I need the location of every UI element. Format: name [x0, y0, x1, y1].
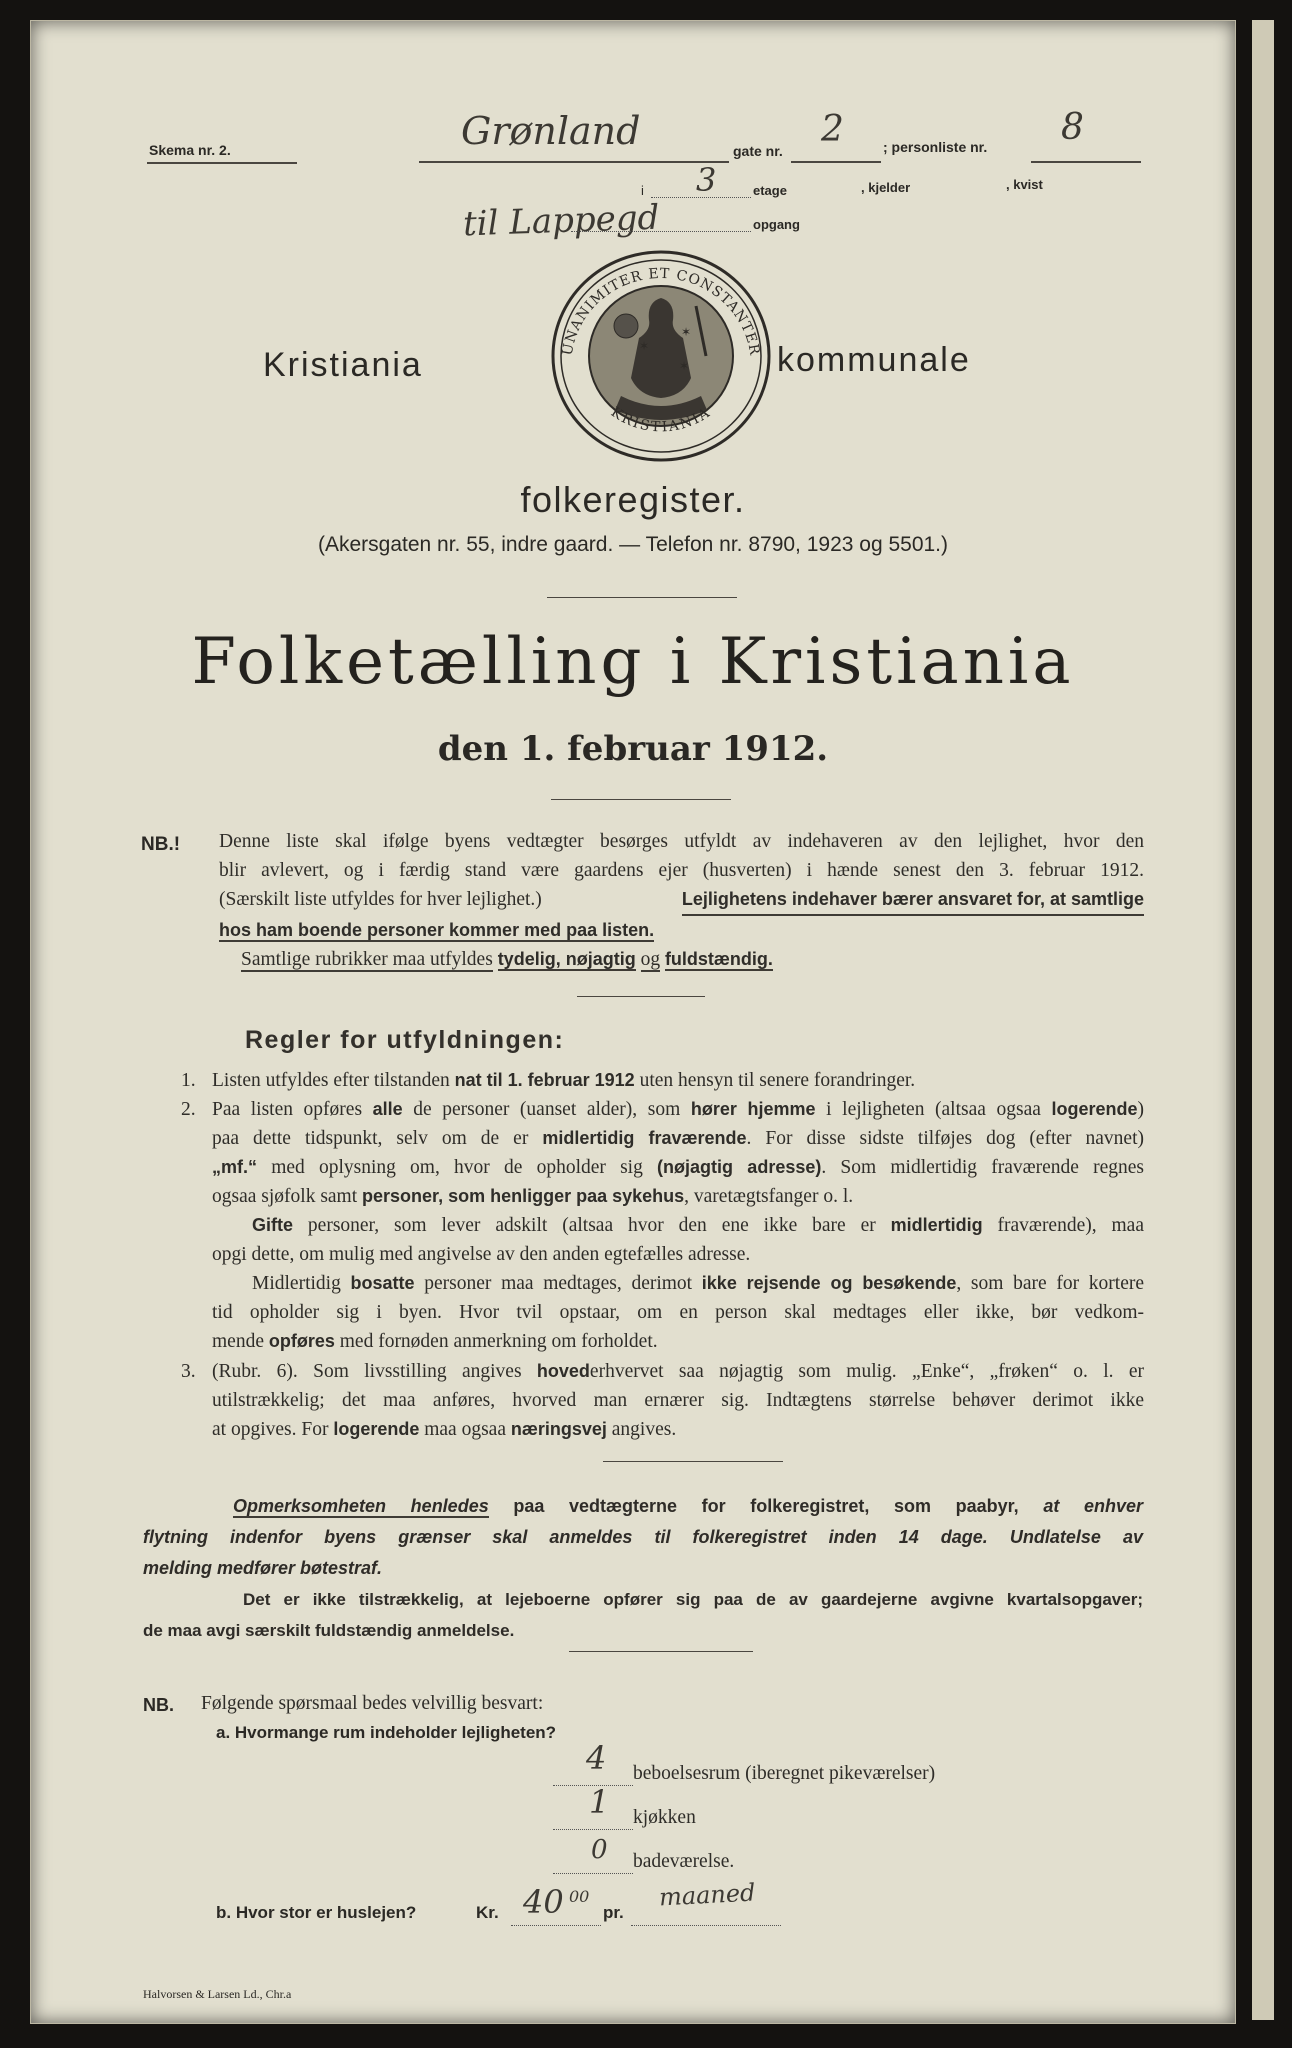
- opgang-handwritten: til Lappegd: [462, 197, 660, 245]
- office-name: folkeregister.: [520, 479, 746, 520]
- rooms-line-1: [553, 1829, 633, 1830]
- seal-ring-top: UNANIMITER ET CONSTANTER: [559, 265, 763, 357]
- r2-part: med oplysning om, hvor de opholder sig: [257, 1157, 658, 1178]
- r2-bold: alle: [372, 1099, 403, 1119]
- opgang-line: [571, 231, 751, 232]
- r2-part: , som bare for kortere: [956, 1273, 1145, 1294]
- rule2-text: [212, 1095, 1144, 1356]
- r2-bold: logerende: [1051, 1099, 1138, 1119]
- notice-l4: Det er ikke tilstrækkelig, at lejeboerne opfører sig paa de av gaardejerne avgivne kvartalsopgaver;: [243, 1590, 1143, 1609]
- census-title: Folketælling i Kristiania: [191, 625, 1075, 699]
- r2-part: i lejligheten (altsaa ogsaa: [815, 1099, 1052, 1120]
- nb1-line3: [219, 885, 1144, 916]
- r2-part: personer maa medtages, derimot: [414, 1273, 702, 1294]
- personliste-line: [1031, 161, 1141, 163]
- r3-part: erhvervet saa nøjagtig som mulig. „Enke“, „frøken“ o. l. er: [589, 1361, 1144, 1382]
- street-line: [419, 161, 729, 163]
- r2-part: ): [1137, 1099, 1144, 1120]
- divider-5: [569, 1651, 753, 1652]
- rooms-label-1: kjøkken: [633, 1807, 696, 1828]
- question-b: b. Hvor stor er huslejen?: [216, 1903, 417, 1922]
- r2-part: med fornøden anmerkning om forholdet.: [334, 1331, 658, 1352]
- rules-heading: Regler for utfyldningen:: [245, 1026, 565, 1054]
- skema-label: Skema nr. 2.: [149, 142, 231, 158]
- nb1-line3a: (Særskilt liste utfyldes for hver lejlighet.): [219, 889, 542, 910]
- r3-bold: hoved: [536, 1361, 590, 1381]
- r2-bold: personer, som henligger paa sykehus: [362, 1186, 685, 1206]
- printer-credit: Halvorsen & Larsen Ld., Chr.a: [143, 1987, 292, 2001]
- nb1-line4: hos ham boende personer kommer med paa listen.: [219, 920, 655, 940]
- census-date: den 1. februar 1912.: [437, 729, 829, 769]
- svg-text:✶: ✶: [639, 339, 650, 353]
- nb1-line5b: tydelig, nøjagtig: [497, 949, 636, 969]
- rent-line: [511, 1925, 601, 1926]
- seal-left-text: Kristiania: [263, 346, 423, 384]
- divider-4: [603, 1461, 783, 1462]
- rooms-value-1: 1: [589, 1783, 610, 1821]
- r2-part: ogsaa sjøfolk samt: [212, 1186, 363, 1207]
- r2-bold: midlertidig: [890, 1215, 983, 1235]
- notice-l1b: paa vedtægterne for folkeregistret, som paabyr,: [488, 1496, 1044, 1516]
- r3-bold: logerende: [333, 1419, 420, 1439]
- floor-prefix: i: [641, 183, 644, 198]
- r2-part: . Som midlertidig fraværende regnes: [821, 1157, 1144, 1178]
- notice-block: [143, 1491, 1143, 1646]
- nb1-line1: Denne liste skal ifølge byens vedtægter besørges utfyldt av indehaveren av den lejlighet, hvor den: [219, 831, 1144, 852]
- rooms-label-0: beboelsesrum (iberegnet pikeværelser): [633, 1763, 936, 1784]
- rooms-value-0: 4: [586, 1739, 607, 1777]
- pr-label: pr.: [603, 1903, 624, 1922]
- census-form: [30, 20, 1236, 2024]
- r2-part: mende: [212, 1331, 269, 1352]
- r2-part: de personer (uanset alder), som: [402, 1099, 691, 1120]
- r2-part: . For disse sidste tilføjes dog (efter navnet): [746, 1128, 1144, 1149]
- notice-l3: melding medfører bøtestraf.: [143, 1558, 383, 1578]
- rent-value: 40: [523, 1883, 564, 1921]
- divider-1: [547, 597, 737, 598]
- floor-number: 3: [696, 161, 717, 199]
- r2-bold: bosatte: [350, 1273, 415, 1293]
- r2-part: Midlertidig: [252, 1273, 351, 1294]
- r2-bold: hører hjemme: [690, 1099, 816, 1119]
- notice-l1c: at enhver: [1043, 1496, 1143, 1516]
- notice-l1a: Opmerksomheten henledes: [233, 1496, 489, 1516]
- kjelder-label: , kjelder: [861, 180, 911, 195]
- nb1-line3b: Lejlighetens indehaver bærer ansvaret for, at samtlige: [682, 885, 1144, 916]
- kr-label: Kr.: [476, 1903, 499, 1922]
- r3-bold: næringsvej: [510, 1419, 607, 1439]
- question-a: a. Hvormange rum indeholder lejligheten?: [216, 1723, 557, 1742]
- r2-part: paa dette tidspunkt, selv om de er: [212, 1128, 543, 1149]
- seal-right-text: kommunale: [777, 341, 971, 379]
- page-edge: [1252, 20, 1274, 2020]
- personliste-number: 8: [1061, 107, 1084, 148]
- etage-label: etage: [753, 183, 787, 198]
- notice-l5: de maa avgi særskilt fuldstændig anmeldelse.: [143, 1621, 515, 1640]
- rule1-num: 1.: [181, 1070, 196, 1091]
- questions-nb: NB.: [143, 1695, 174, 1715]
- kvist-label: , kvist: [1006, 177, 1043, 192]
- svg-text:✶: ✶: [679, 359, 690, 373]
- r3-part: angives.: [606, 1419, 677, 1440]
- nb1-line5c: og: [640, 949, 661, 970]
- r2-line6: opgi dette, om mulig med angivelse av den anden egtefælles adresse.: [212, 1244, 751, 1265]
- r3-line2: utilstrækkelig; det maa anføres, hvorved man ernærer sig. Indtægtens størrelse behøver derimot ikke: [212, 1390, 1144, 1411]
- rule2-num: 2.: [181, 1099, 196, 1120]
- r2-part: personer, som lever adskilt (altsaa hvor den ene ikke bare er: [293, 1215, 891, 1236]
- r2-part: Paa listen opføres: [212, 1099, 373, 1120]
- nb1-line2: blir avlevert, og i færdig stand være gaardens ejer (husverten) i hænde senest den 3. februar 1912.: [219, 860, 1144, 881]
- nb1-line5d: fuldstændig.: [664, 949, 773, 969]
- r2-bold: (nøjagtig adresse): [657, 1157, 822, 1177]
- notice-l2: flytning indenfor byens grænser skal anmeldes til folkeregistret inden 14 dage. Undlatelse av: [143, 1527, 1143, 1547]
- r1-part: uten hensyn til senere forandringer.: [634, 1070, 916, 1091]
- questions-intro: Følgende spørsmaal bedes velvillig besvart:: [201, 1693, 544, 1714]
- skema-underline: [147, 162, 297, 164]
- rule3-num: 3.: [181, 1361, 196, 1382]
- r2-bold: opføres: [268, 1331, 335, 1351]
- rooms-value-2: 0: [591, 1835, 608, 1865]
- r2-bold: midlertidig fraværende: [542, 1128, 747, 1148]
- gate-number: 2: [821, 109, 844, 150]
- rooms-line-2: [553, 1873, 633, 1874]
- nb1-line5a: Samtlige rubrikker maa utfyldes: [241, 949, 493, 970]
- rent-ore: 00: [569, 1887, 590, 1906]
- r2-line8: tid opholder sig i byen. Hvor tvil opstaar, om en person skal medtages eller ikke, bør vedkom-: [212, 1302, 1144, 1323]
- floor-line: [651, 197, 751, 198]
- office-address: (Akersgaten nr. 55, indre gaard. — Telefon nr. 8790, 1923 og 5501.): [317, 533, 949, 556]
- personliste-label: ; personliste nr.: [883, 139, 988, 155]
- r2-bold: ikke rejsende og besøkende: [701, 1273, 957, 1293]
- divider-2: [551, 799, 731, 800]
- nb1-label: NB.!: [141, 834, 181, 855]
- r1-bold: nat til 1. februar 1912: [454, 1070, 635, 1090]
- nb1-block: [219, 827, 1144, 974]
- period-line: [631, 1925, 781, 1926]
- r2-part: fraværende), maa: [982, 1215, 1144, 1236]
- city-seal-icon: [531, 246, 791, 466]
- rooms-label-2: badeværelse.: [633, 1851, 735, 1872]
- street-handwritten: Grønland: [461, 109, 641, 153]
- r2-bold: „mf.“: [212, 1157, 257, 1177]
- rule3-text: [212, 1357, 1144, 1444]
- r2-bold: Gifte: [252, 1215, 294, 1235]
- rule1-text: [212, 1066, 1144, 1095]
- r3-part: (Rubr. 6). Som livsstilling angives: [212, 1361, 537, 1382]
- gate-label: gate nr.: [733, 143, 783, 159]
- svg-text:✶: ✶: [681, 325, 692, 339]
- opgang-label: opgang: [753, 217, 800, 232]
- rent-period: maaned: [658, 1878, 757, 1912]
- r2-part: , varetægtsfanger o. l.: [684, 1186, 854, 1207]
- r1-part: Listen utfyldes efter tilstanden: [212, 1070, 455, 1091]
- r3-part: maa ogsaa: [419, 1419, 511, 1440]
- divider-3: [577, 996, 705, 997]
- seal-ring-bottom: KRISTIANIA: [607, 404, 715, 436]
- gate-line: [791, 161, 881, 163]
- r3-part: at opgives. For: [212, 1419, 334, 1440]
